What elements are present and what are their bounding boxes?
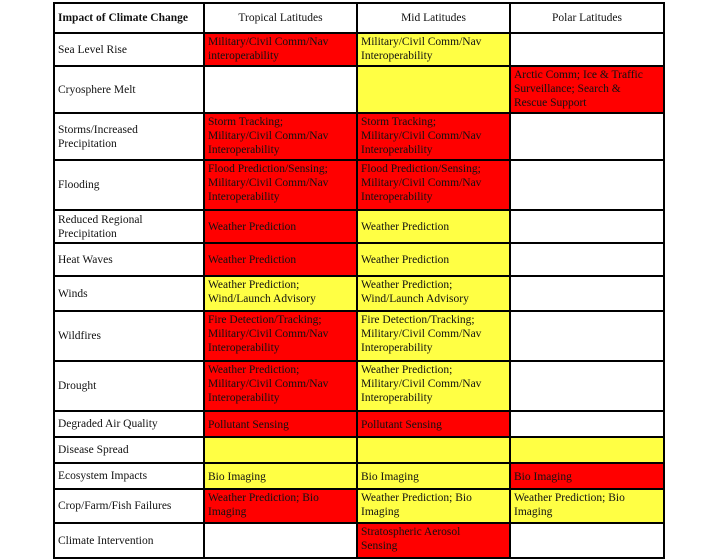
polar-cell: Arctic Comm; Ice & Traffic Surveillance; Search & Rescue Support [510, 66, 664, 113]
polar-cell [510, 276, 664, 311]
impact-label: Cryosphere Melt [54, 66, 204, 113]
polar-cell: Weather Prediction; Bio Imaging [510, 489, 664, 523]
tropical-cell: Storm Tracking; Military/Civil Comm/Nav Interoperability [204, 113, 357, 160]
impact-label: Crop/Farm/Fish Failures [54, 489, 204, 523]
table-row [54, 243, 664, 276]
mid-cell: Storm Tracking; Military/Civil Comm/Nav Interoperability [357, 113, 510, 160]
mid-cell: Pollutant Sensing [357, 411, 510, 437]
polar-cell [510, 411, 664, 437]
impact-label: Wildfires [54, 311, 204, 361]
table-body [54, 33, 664, 558]
impact-label: Winds [54, 276, 204, 311]
header-mid: Mid Latitudes [357, 3, 510, 33]
table-row [54, 210, 664, 243]
mid-cell: Weather Prediction [357, 243, 510, 276]
mid-cell: Weather Prediction; Military/Civil Comm/Nav Interoperability [357, 361, 510, 411]
polar-cell [510, 361, 664, 411]
impact-label: Heat Waves [54, 243, 204, 276]
header-tropical: Tropical Latitudes [204, 3, 357, 33]
tropical-cell: Weather Prediction; Bio Imaging [204, 489, 357, 523]
polar-cell [510, 311, 664, 361]
table-row [54, 437, 664, 463]
mid-cell: Weather Prediction; Wind/Launch Advisory [357, 276, 510, 311]
table-row [54, 523, 664, 558]
tropical-cell: Weather Prediction; Military/Civil Comm/Nav Interoperability [204, 361, 357, 411]
impact-label: Flooding [54, 160, 204, 210]
header-polar: Polar Latitudes [510, 3, 664, 33]
mid-cell: Fire Detection/Tracking; Military/Civil Comm/Nav Interoperability [357, 311, 510, 361]
tropical-cell: Flood Prediction/Sensing; Military/Civil Comm/Nav Interoperability [204, 160, 357, 210]
header-row [54, 3, 664, 33]
table-row [54, 276, 664, 311]
impact-label: Reduced Regional Precipitation [54, 210, 204, 243]
polar-cell [510, 113, 664, 160]
impact-label: Ecosystem Impacts [54, 463, 204, 489]
tropical-cell [204, 66, 357, 113]
tropical-cell: Bio Imaging [204, 463, 357, 489]
tropical-cell: Weather Prediction [204, 243, 357, 276]
impact-label: Storms/Increased Precipitation [54, 113, 204, 160]
tropical-cell: Fire Detection/Tracking; Military/Civil Comm/Nav Interoperability [204, 311, 357, 361]
mid-cell: Flood Prediction/Sensing; Military/Civil Comm/Nav Interoperability [357, 160, 510, 210]
table-row [54, 160, 664, 210]
polar-cell [510, 33, 664, 66]
table-row [54, 66, 664, 113]
mid-cell: Weather Prediction; Bio Imaging [357, 489, 510, 523]
table-header [54, 3, 664, 33]
polar-cell [510, 210, 664, 243]
mid-cell: Military/Civil Comm/Nav Interoperability [357, 33, 510, 66]
table-row [54, 311, 664, 361]
polar-cell [510, 160, 664, 210]
mid-cell [357, 437, 510, 463]
polar-cell [510, 437, 664, 463]
table-row [54, 113, 664, 160]
tropical-cell [204, 523, 357, 558]
tropical-cell: Weather Prediction; Wind/Launch Advisory [204, 276, 357, 311]
mid-cell: Weather Prediction [357, 210, 510, 243]
climate-impact-table [53, 2, 665, 559]
impact-label: Climate Intervention [54, 523, 204, 558]
impact-label: Drought [54, 361, 204, 411]
impact-label: Disease Spread [54, 437, 204, 463]
table-row [54, 411, 664, 437]
table-row [54, 463, 664, 489]
tropical-cell: Weather Prediction [204, 210, 357, 243]
polar-cell [510, 523, 664, 558]
mid-cell: Bio Imaging [357, 463, 510, 489]
impact-label: Sea Level Rise [54, 33, 204, 66]
header-impact: Impact of Climate Change [54, 3, 204, 33]
polar-cell: Bio Imaging [510, 463, 664, 489]
tropical-cell: Military/Civil Comm/Nav interoperability [204, 33, 357, 66]
tropical-cell [204, 437, 357, 463]
mid-cell: Stratospheric Aerosol Sensing [357, 523, 510, 558]
table-row [54, 33, 664, 66]
mid-cell [357, 66, 510, 113]
impact-label: Degraded Air Quality [54, 411, 204, 437]
table-row [54, 361, 664, 411]
tropical-cell: Pollutant Sensing [204, 411, 357, 437]
polar-cell [510, 243, 664, 276]
table-row [54, 489, 664, 523]
